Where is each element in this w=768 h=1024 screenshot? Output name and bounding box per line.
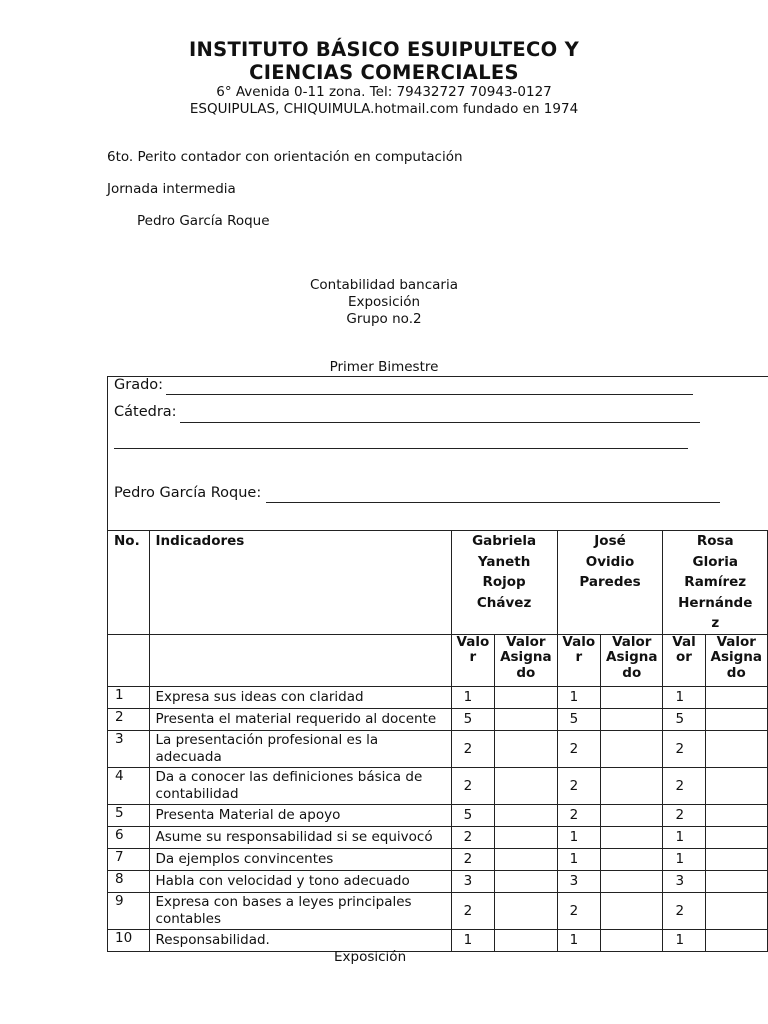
student-2-valor: 3	[557, 870, 600, 892]
indicator-text: Presenta Material de apoyo	[149, 804, 451, 826]
student-3-valor: 1	[663, 686, 705, 708]
student-3-valor: 2	[663, 892, 705, 929]
catedra-field-continuation[interactable]	[114, 448, 688, 449]
table-row	[108, 708, 768, 730]
row-number: 5	[108, 804, 150, 826]
table-row	[108, 686, 768, 708]
student-1-valor: 1	[451, 929, 494, 951]
student-3-valor-asignado[interactable]	[705, 804, 767, 826]
student-3-valor-asignado[interactable]	[705, 767, 767, 804]
student-3-valor: 3	[663, 870, 705, 892]
student-1-valor-asignado[interactable]	[495, 730, 557, 767]
student-1-valor: 5	[451, 708, 494, 730]
student-1-valor-asignado[interactable]	[495, 708, 557, 730]
indicator-text: Asume su responsabilidad si se equivocó	[149, 826, 451, 848]
subject-title: Contabilidad bancaria	[310, 277, 458, 293]
header-form-box	[107, 376, 768, 531]
student-2-valor-asignado-header: Valor Asigna do	[601, 634, 663, 686]
student-3-valor-asignado[interactable]	[705, 826, 767, 848]
student-1-valor: 2	[451, 848, 494, 870]
row-number: 3	[108, 730, 150, 767]
footer-caption: Exposición	[334, 949, 407, 965]
student-2-valor: 2	[557, 767, 600, 804]
student-3-valor-asignado[interactable]	[705, 870, 767, 892]
student-2-valor-header: Valo r	[557, 634, 600, 686]
student-3-valor: 5	[663, 708, 705, 730]
indicator-text: Responsabilidad.	[149, 929, 451, 951]
table-row	[108, 804, 768, 826]
subheader-empty-no	[108, 634, 150, 686]
period-title: Primer Bimestre	[329, 359, 439, 375]
indicator-text: Da ejemplos convincentes	[149, 848, 451, 870]
grado-field[interactable]	[166, 394, 693, 395]
student-3-valor-asignado[interactable]	[705, 892, 767, 929]
student-3-valor-asignado[interactable]	[705, 686, 767, 708]
student-2-valor: 2	[557, 804, 600, 826]
grado-label: Grado:	[114, 377, 164, 393]
student-1-valor-asignado[interactable]	[495, 929, 557, 951]
student-2-valor-asignado[interactable]	[601, 804, 663, 826]
table-row	[108, 870, 768, 892]
table-row	[108, 848, 768, 870]
address-line2: ESQUIPULAS, CHIQUIMULA.hotmail.com fundado en 1974	[189, 101, 579, 117]
table-row	[108, 892, 768, 929]
student-1-valor-asignado-header: Valor Asigna do	[495, 634, 557, 686]
table-subheader-row	[108, 634, 768, 686]
student-1-valor: 1	[451, 686, 494, 708]
student-2-valor-asignado[interactable]	[601, 826, 663, 848]
student-3-valor-asignado-header: Valor Asigna do	[705, 634, 767, 686]
student-2-valor: 2	[557, 730, 600, 767]
indicator-text: La presentación profesional es la adecuada	[149, 730, 451, 767]
institution-title-line1: INSTITUTO BÁSICO ESUIPULTECO Y	[188, 38, 580, 61]
table-row	[108, 767, 768, 804]
student-3-valor: 2	[663, 804, 705, 826]
student-1-valor-asignado[interactable]	[495, 804, 557, 826]
row-number: 7	[108, 848, 150, 870]
student-1-valor-asignado[interactable]	[495, 870, 557, 892]
student-3-valor: 1	[663, 826, 705, 848]
student-1-valor: 2	[451, 767, 494, 804]
student-2-valor-asignado[interactable]	[601, 929, 663, 951]
student-3-valor-asignado[interactable]	[705, 848, 767, 870]
table-row	[108, 730, 768, 767]
col-no-header: No.	[108, 531, 150, 635]
row-number: 6	[108, 826, 150, 848]
student-2-valor-asignado[interactable]	[601, 767, 663, 804]
row-number: 9	[108, 892, 150, 929]
indicator-text: Expresa sus ideas con claridad	[149, 686, 451, 708]
institution-title-line2: CIENCIAS COMERCIALES	[249, 61, 519, 84]
student-1-valor: 2	[451, 730, 494, 767]
student-2-valor-asignado[interactable]	[601, 870, 663, 892]
student-1-valor-asignado[interactable]	[495, 892, 557, 929]
student-1-name: Gabriela Yaneth Rojop Chávez	[451, 531, 557, 635]
student-3-valor-asignado[interactable]	[705, 708, 767, 730]
student-1-valor: 5	[451, 804, 494, 826]
student-2-valor: 1	[557, 686, 600, 708]
row-number: 2	[108, 708, 150, 730]
student-2-valor-asignado[interactable]	[601, 708, 663, 730]
teacher-signature-field[interactable]	[266, 502, 720, 503]
catedra-field[interactable]	[180, 422, 700, 423]
col-indicators-header: Indicadores	[149, 531, 451, 635]
student-1-valor: 2	[451, 892, 494, 929]
evaluation-table	[107, 530, 768, 952]
student-1-valor-header: Valo r	[451, 634, 494, 686]
student-3-valor: 2	[663, 767, 705, 804]
student-2-valor-asignado[interactable]	[601, 848, 663, 870]
row-number: 1	[108, 686, 150, 708]
student-1-valor-asignado[interactable]	[495, 848, 557, 870]
student-1-valor-asignado[interactable]	[495, 686, 557, 708]
student-3-valor: 1	[663, 848, 705, 870]
row-number: 8	[108, 870, 150, 892]
student-3-valor: 1	[663, 929, 705, 951]
student-3-valor: 2	[663, 730, 705, 767]
activity-title: Exposición	[347, 294, 421, 310]
student-2-valor-asignado[interactable]	[601, 730, 663, 767]
student-2-valor: 1	[557, 826, 600, 848]
row-number: 4	[108, 767, 150, 804]
student-1-valor-asignado[interactable]	[495, 826, 557, 848]
teacher-line: Pedro García Roque	[137, 213, 270, 229]
indicator-text: Expresa con bases a leyes principales contables	[149, 892, 451, 929]
student-2-valor: 1	[557, 848, 600, 870]
address-line1: 6° Avenida 0-11 zona. Tel: 79432727 70943-0127	[216, 84, 552, 100]
student-2-name: José Ovidio Paredes	[557, 531, 663, 635]
student-1-valor: 3	[451, 870, 494, 892]
student-3-valor-asignado[interactable]	[705, 929, 767, 951]
shift-line: Jornada intermedia	[107, 181, 236, 197]
student-1-valor-asignado[interactable]	[495, 767, 557, 804]
course-line: 6to. Perito contador con orientación en computación	[107, 149, 463, 165]
student-3-valor-header: Val or	[663, 634, 705, 686]
student-1-valor: 2	[451, 826, 494, 848]
teacher-label: Pedro García Roque:	[114, 485, 262, 501]
student-2-valor-asignado[interactable]	[601, 892, 663, 929]
student-2-valor: 5	[557, 708, 600, 730]
student-3-name: Rosa Gloria Ramírez Hernánde z	[663, 531, 768, 635]
indicator-text: Presenta el material requerido al docente	[149, 708, 451, 730]
group-title: Grupo no.2	[346, 311, 422, 327]
table-header-row	[108, 531, 768, 635]
student-2-valor-asignado[interactable]	[601, 686, 663, 708]
indicator-text: Da a conocer las definiciones básica de contabilidad	[149, 767, 451, 804]
table-row	[108, 826, 768, 848]
student-3-valor-asignado[interactable]	[705, 730, 767, 767]
indicator-text: Habla con velocidad y tono adecuado	[149, 870, 451, 892]
student-2-valor: 1	[557, 929, 600, 951]
row-number: 10	[108, 929, 150, 951]
table-row	[108, 929, 768, 951]
catedra-label: Cátedra:	[114, 404, 177, 420]
subheader-empty-indicators	[149, 634, 451, 686]
student-2-valor: 2	[557, 892, 600, 929]
